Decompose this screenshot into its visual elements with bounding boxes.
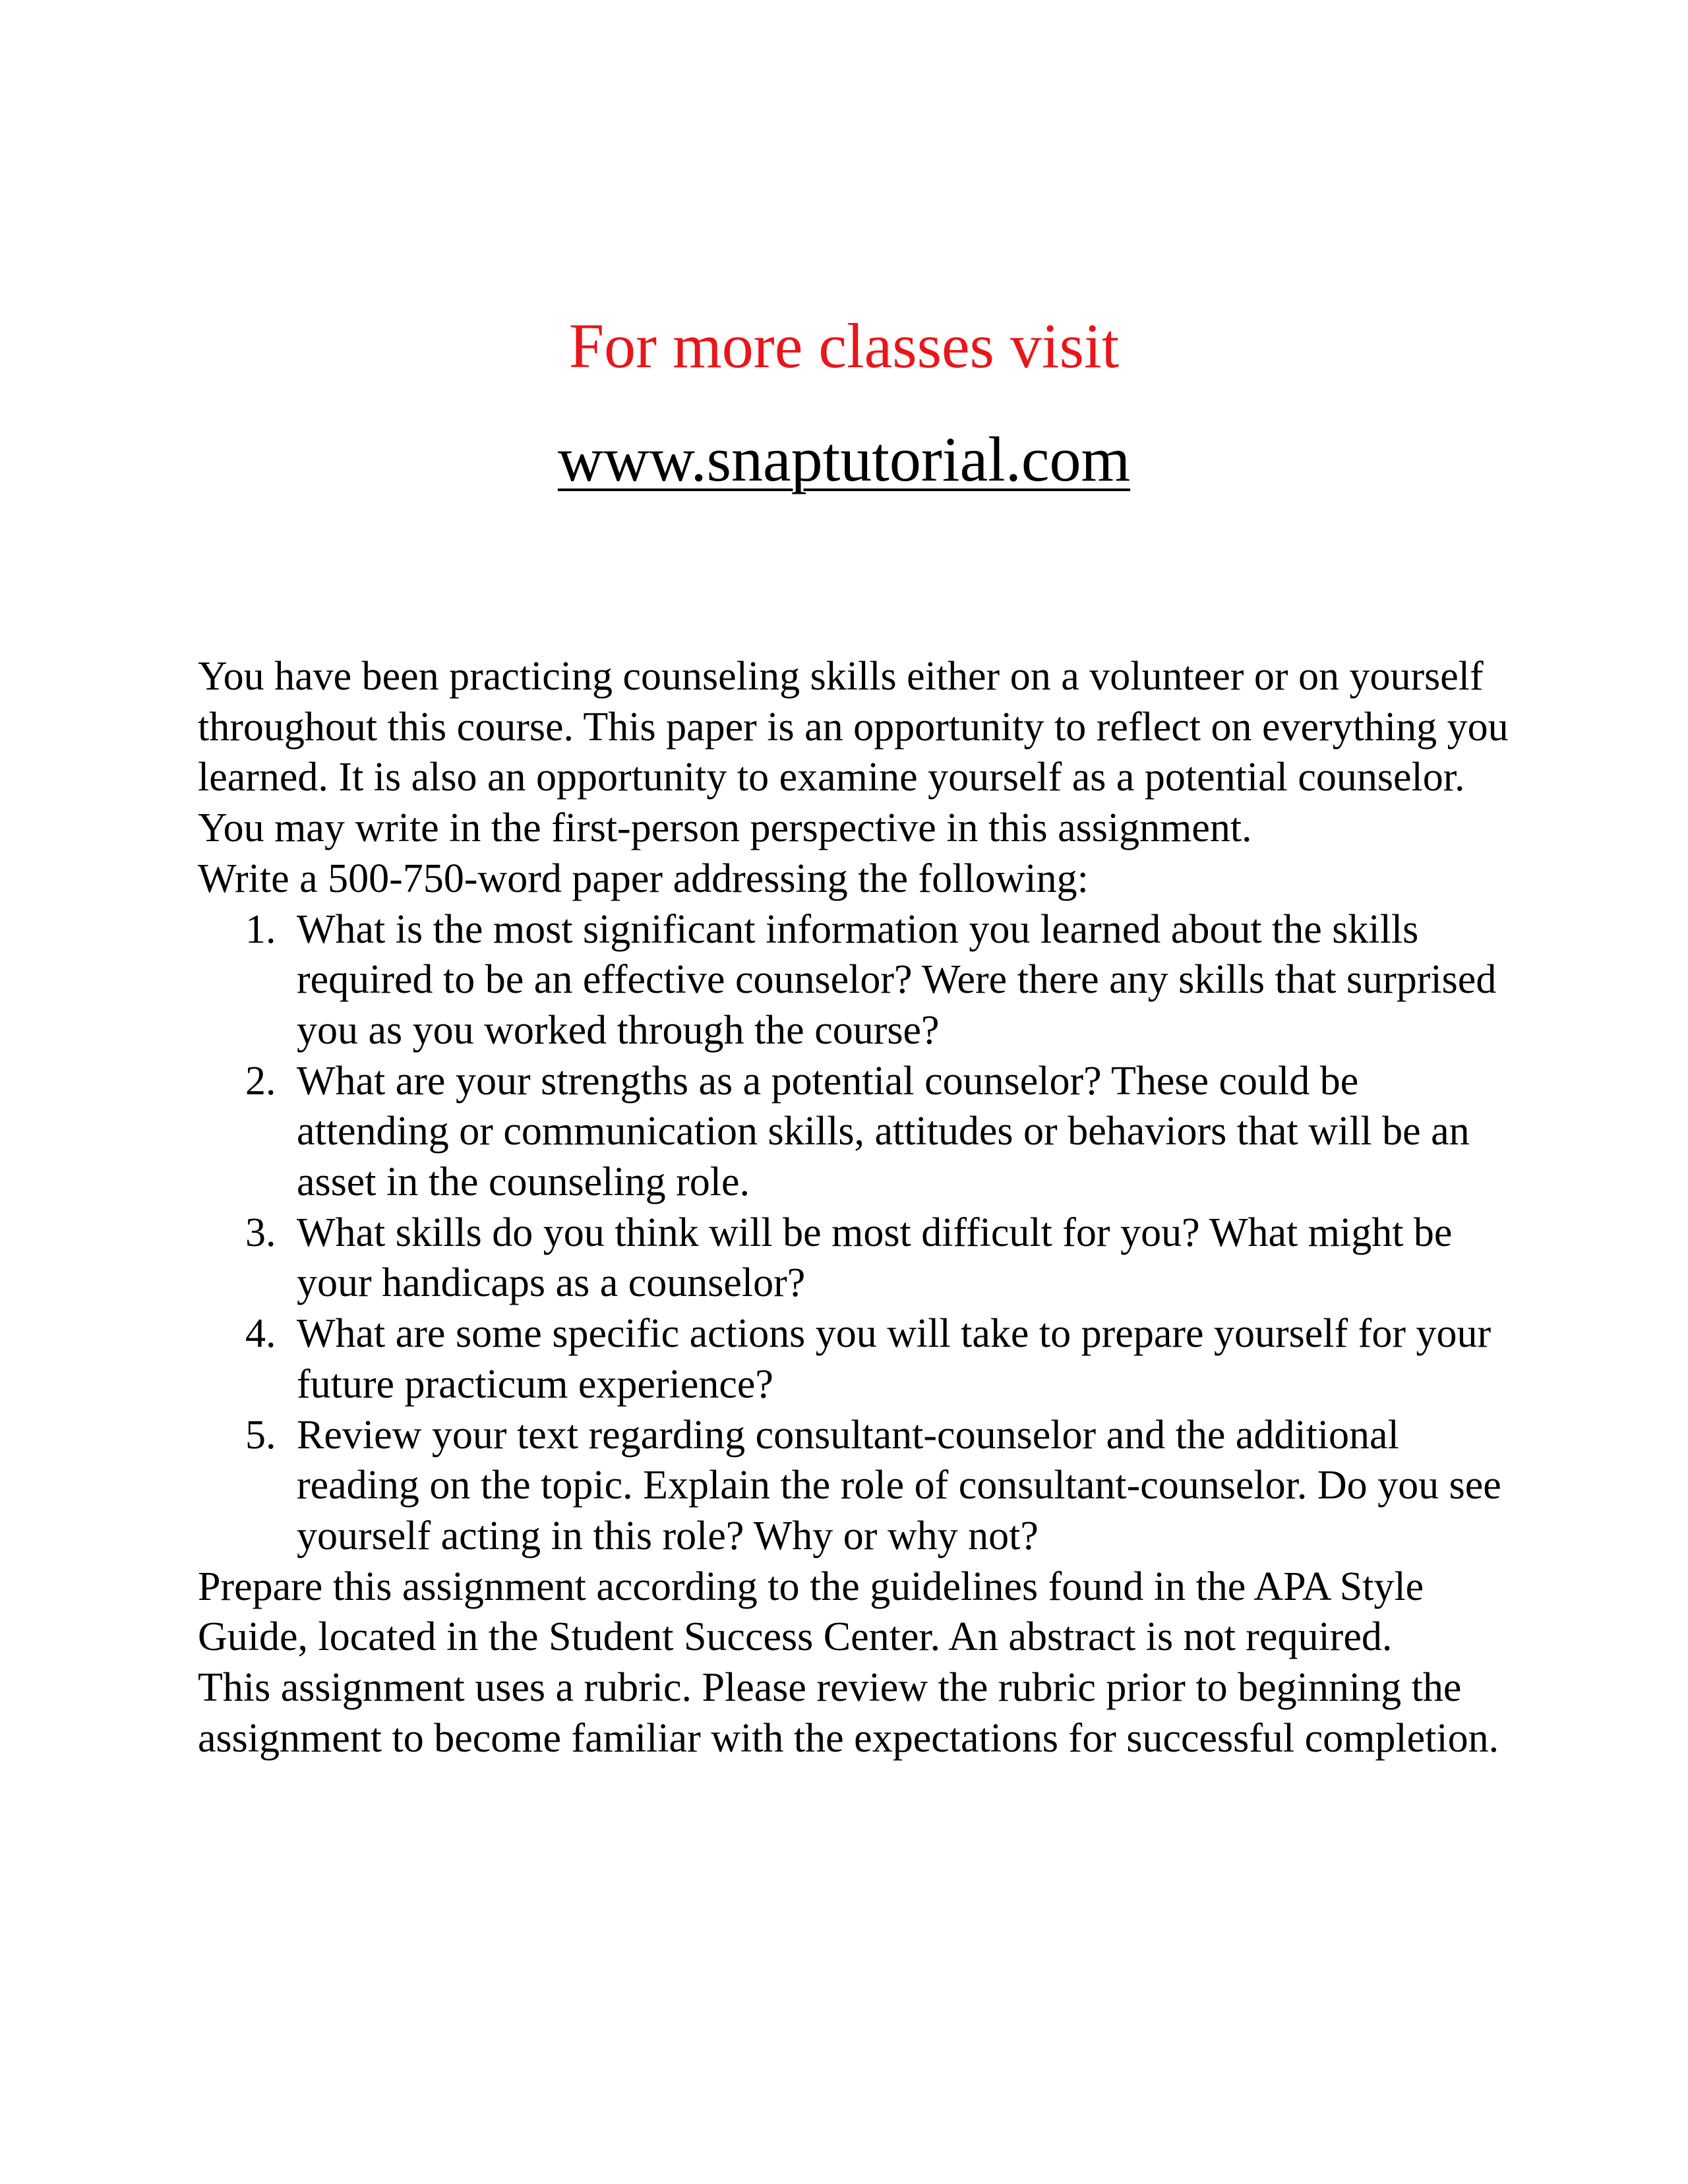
apa-paragraph: Prepare this assignment according to the guidelines found in the APA Style Guide, located in the Student Success Center. An abstract is not required. [198, 1564, 1424, 1660]
list-item-text: Review your text regarding consultant-counselor and the additional reading on the topic. Explain the role of consultant-counselor. Do you see yourself acting in this role? Why or why not? [297, 1412, 1501, 1558]
list-item [198, 1056, 1517, 1208]
list-item [198, 904, 1517, 1056]
assignment-body [198, 651, 1517, 1763]
promo-link[interactable]: www.snaptutorial.com [557, 424, 1131, 494]
intro-paragraph: You have been practicing counseling skills either on a volunteer or on yourself throughout this course. This paper is an opportunity to reflect on everything you learned. It is also an opportunity to examine yourself as a potential counselor. You may write in the first-person perspective in this assignment. [198, 654, 1509, 851]
list-item [198, 1410, 1517, 1562]
list-item-number: 2. [245, 1058, 276, 1104]
list-item-number: 4. [245, 1311, 276, 1357]
promo-header [0, 310, 1688, 496]
list-item [198, 1208, 1517, 1309]
prompt-paragraph: Write a 500-750-word paper addressing the following: [198, 856, 1089, 901]
question-list [198, 904, 1517, 1562]
list-item-text: What are some specific actions you will take to prepare yourself for your future practicum experience? [297, 1311, 1492, 1407]
list-item-text: What are your strengths as a potential counselor? These could be attending or communication skills, attitudes or behaviors that will be an asset in the counseling role. [297, 1058, 1470, 1205]
list-item-text: What skills do you think will be most difficult for you? What might be your handicaps as a counselor? [297, 1210, 1453, 1306]
promo-title: For more classes visit [568, 310, 1120, 381]
list-item [198, 1309, 1517, 1409]
list-item-text: What is the most significant information you learned about the skills required to be an effective counselor? Were there any skills that surprised you as you worked through the course? [297, 906, 1497, 1053]
list-item-number: 1. [245, 906, 276, 952]
list-item-number: 5. [245, 1412, 276, 1458]
list-item-number: 3. [245, 1210, 276, 1255]
rubric-paragraph: This assignment uses a rubric. Please review the rubric prior to beginning the assignment to become familiar with the expectations for successful completion. [198, 1665, 1499, 1761]
